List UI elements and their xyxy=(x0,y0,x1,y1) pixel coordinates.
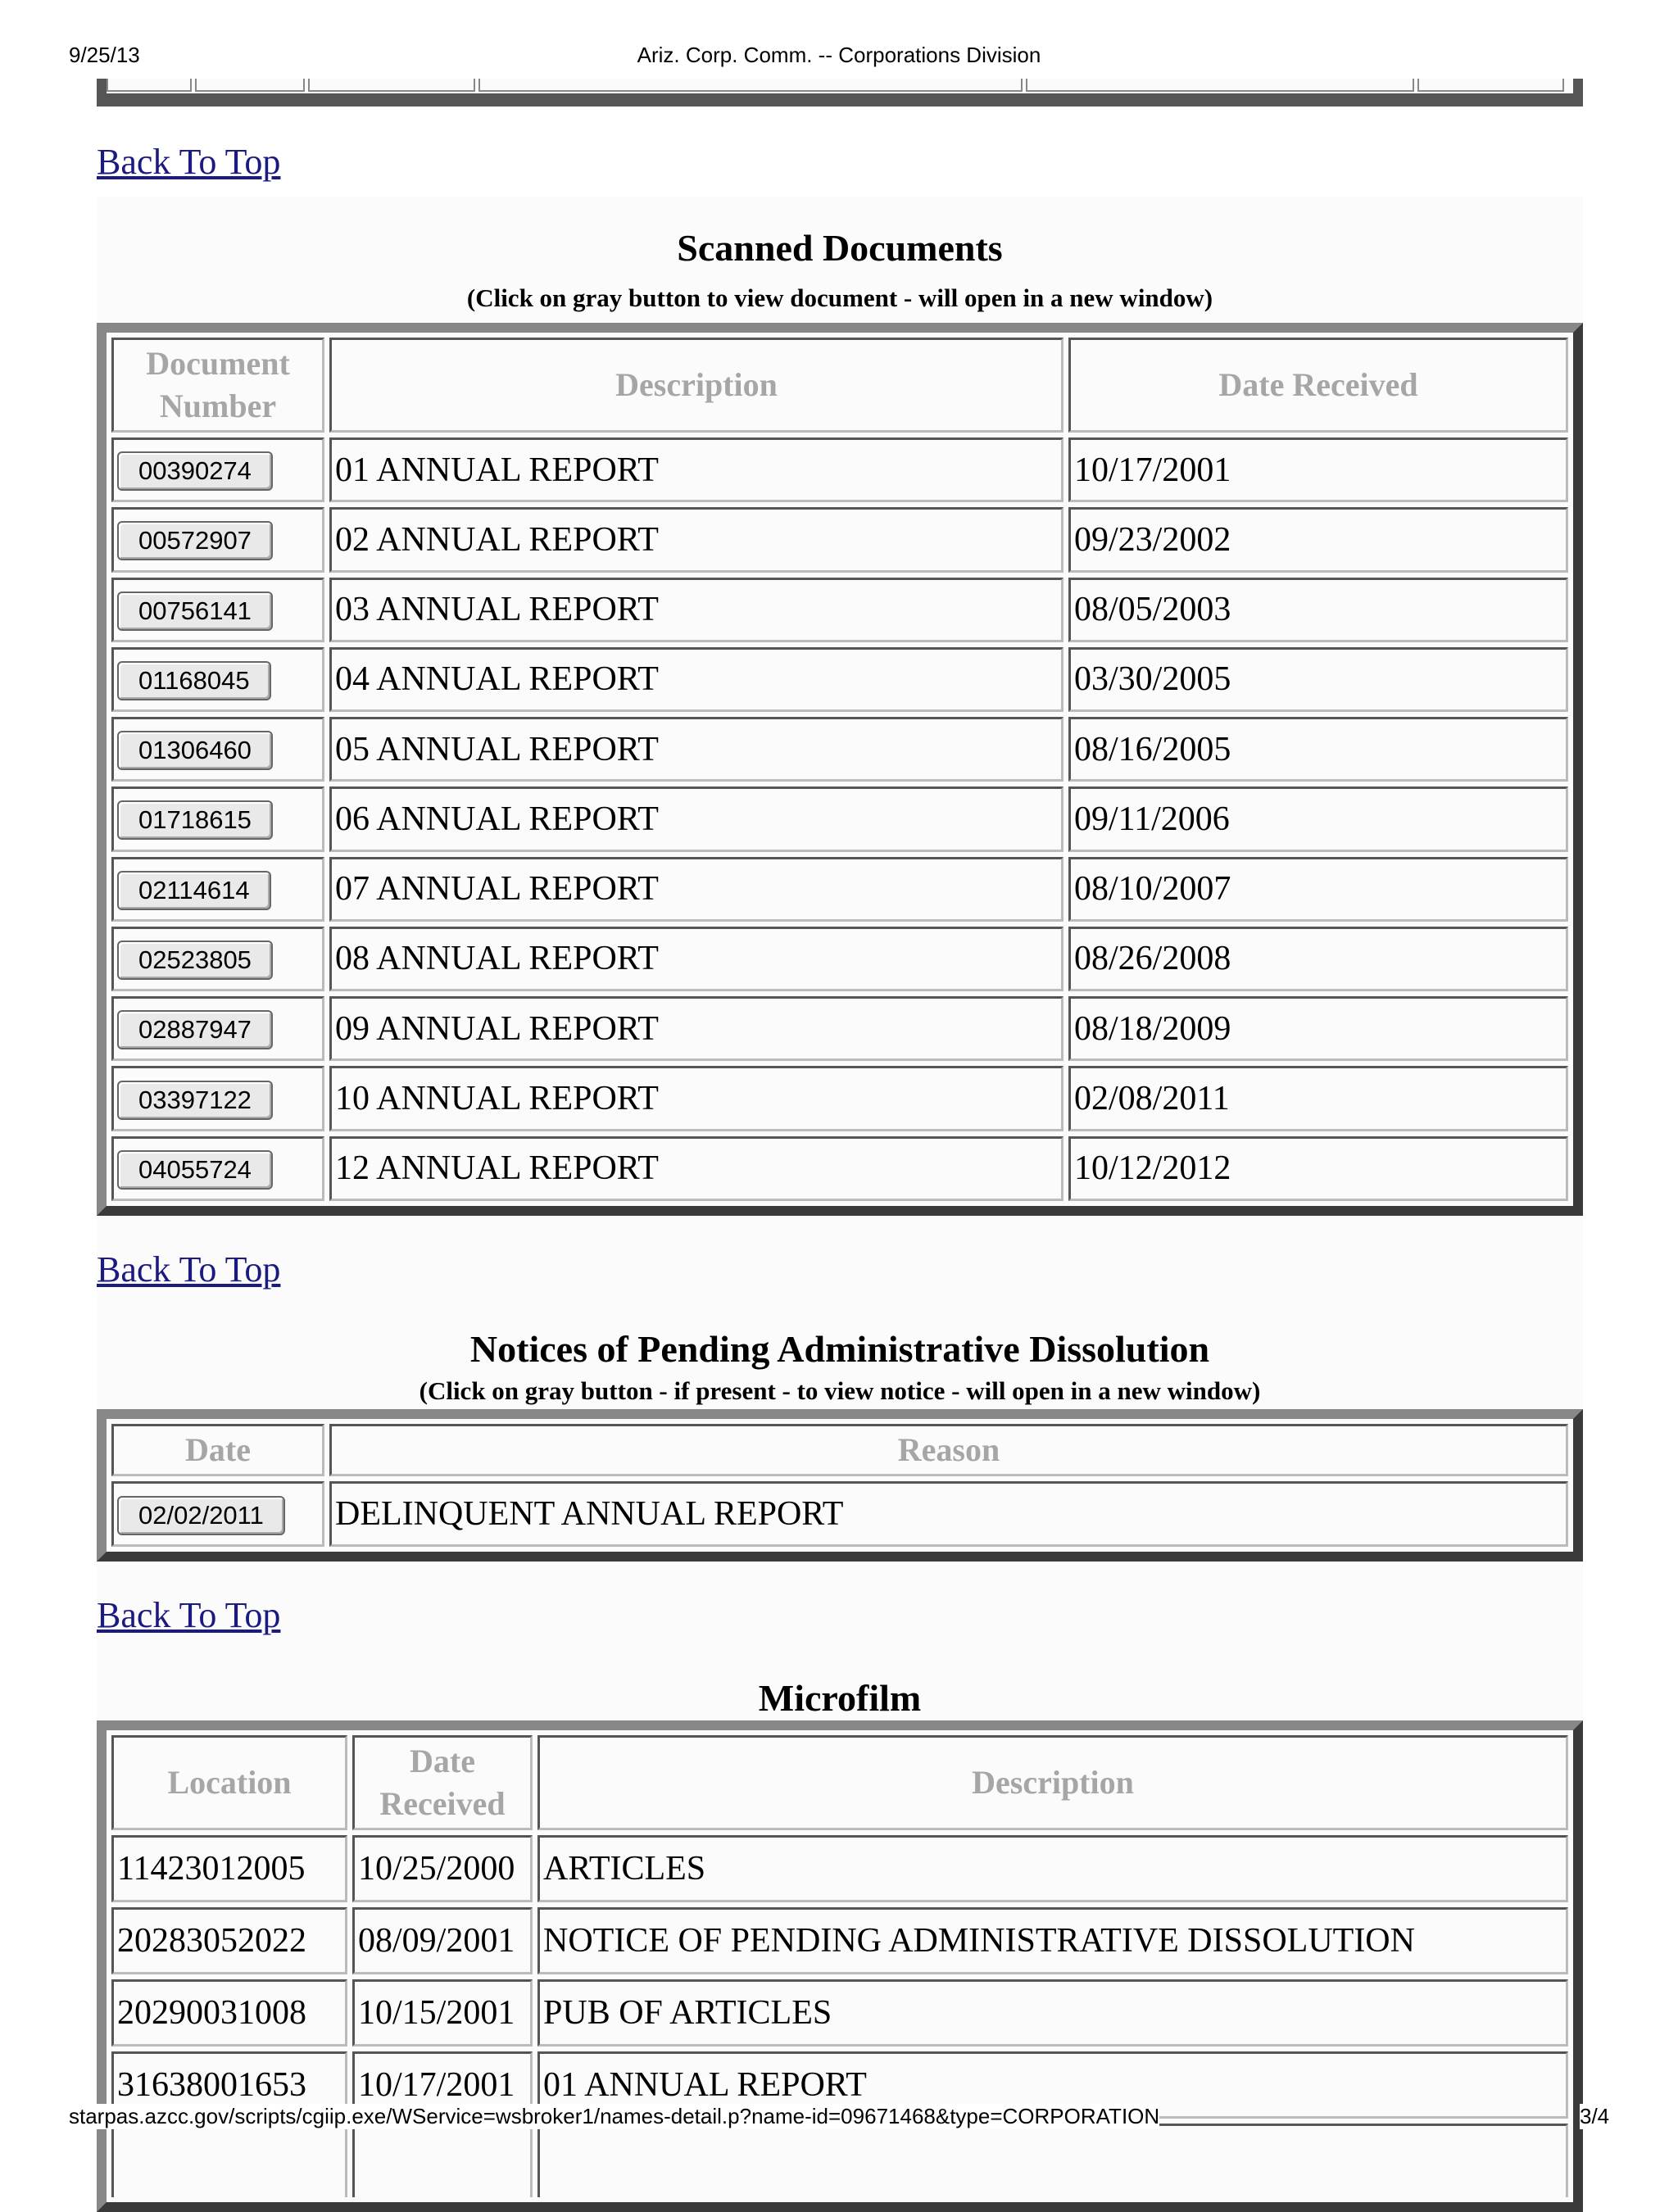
print-footer-page: 3/4 xyxy=(1580,2104,1610,2128)
date-received-cell: 10/25/2000 xyxy=(352,1835,533,1902)
date-received-cell: 03/30/2005 xyxy=(1068,647,1568,712)
date-received-cell: 08/05/2003 xyxy=(1068,578,1568,642)
back-to-top-link[interactable]: Back To Top xyxy=(97,142,281,182)
location-cell: 31638001653 xyxy=(111,2051,347,2119)
date-received-cell: 10/17/2001 xyxy=(1068,437,1568,502)
print-footer-url: starpas.azcc.gov/scripts/cgiip.exe/WService=wsbroker1/names-detail.p?name-id=09671468&type=CORPORATION xyxy=(69,2104,1160,2128)
date-received-cell: 08/18/2009 xyxy=(1068,996,1568,1061)
table-row xyxy=(111,1979,1568,2047)
scanned-documents-table xyxy=(97,323,1583,1216)
empty-cell xyxy=(111,2124,347,2197)
table-row xyxy=(111,996,1568,1061)
description-cell: 06 ANNUAL REPORT xyxy=(329,786,1063,851)
microfilm-title: Microfilm xyxy=(758,1677,922,1719)
document-number-cell xyxy=(111,996,324,1061)
view-document-button[interactable]: 00572907 xyxy=(117,521,273,560)
column-header: Description xyxy=(537,1735,1568,1830)
previous-table-bottom-edge xyxy=(97,79,1583,107)
description-cell: NOTICE OF PENDING ADMINISTRATIVE DISSOLUTION xyxy=(537,1907,1568,1974)
column-header: Date xyxy=(111,1424,324,1476)
date-received-cell: 08/16/2005 xyxy=(1068,717,1568,782)
location-cell: 20283052022 xyxy=(111,1907,347,1974)
back-to-top-link[interactable]: Back To Top xyxy=(97,1595,281,1635)
table-row-partial xyxy=(111,2124,1568,2197)
column-header: Date Received xyxy=(1068,338,1568,433)
description-cell: 09 ANNUAL REPORT xyxy=(329,996,1063,1061)
empty-cell xyxy=(537,2124,1568,2197)
date-received-cell: 08/09/2001 xyxy=(352,1907,533,1974)
table-row xyxy=(111,1835,1568,1902)
document-number-cell xyxy=(111,437,324,502)
description-cell: 03 ANNUAL REPORT xyxy=(329,578,1063,642)
description-cell: 07 ANNUAL REPORT xyxy=(329,857,1063,922)
description-cell: 04 ANNUAL REPORT xyxy=(329,647,1063,712)
description-cell: 01 ANNUAL REPORT xyxy=(329,437,1063,502)
date-received-cell: 10/12/2012 xyxy=(1068,1136,1568,1201)
table-row xyxy=(111,647,1568,712)
description-cell: 02 ANNUAL REPORT xyxy=(329,507,1063,572)
notices-table xyxy=(97,1409,1583,1562)
column-header: Date Received xyxy=(352,1735,533,1830)
location-cell: 11423012005 xyxy=(111,1835,347,1902)
table-row xyxy=(111,1136,1568,1201)
document-number-cell xyxy=(111,786,324,851)
table-row xyxy=(111,1066,1568,1131)
notices-subtitle: (Click on gray button - if present - to view notice - will open in a new window) xyxy=(419,1376,1261,1405)
table-row xyxy=(111,578,1568,642)
date-received-cell: 09/11/2006 xyxy=(1068,786,1568,851)
view-document-button[interactable]: 02523805 xyxy=(117,941,273,980)
location-cell: 20290031008 xyxy=(111,1979,347,2047)
document-number-cell xyxy=(111,1066,324,1131)
view-document-button[interactable]: 01718615 xyxy=(117,800,273,840)
document-number-cell xyxy=(111,927,324,991)
print-header-date: 9/25/13 xyxy=(69,43,140,67)
document-number-cell xyxy=(111,507,324,572)
date-received-cell: 09/23/2002 xyxy=(1068,507,1568,572)
table-row xyxy=(111,507,1568,572)
notice-date-cell xyxy=(111,1481,324,1547)
view-document-button[interactable]: 02887947 xyxy=(117,1010,273,1049)
document-number-cell xyxy=(111,578,324,642)
description-cell: 05 ANNUAL REPORT xyxy=(329,717,1063,782)
date-received-cell: 10/17/2001 xyxy=(352,2051,533,2119)
document-number-cell xyxy=(111,717,324,782)
notices-title: Notices of Pending Administrative Dissolution xyxy=(469,1328,1210,1370)
view-document-button[interactable]: 01168045 xyxy=(117,661,271,700)
table-row xyxy=(111,1481,1568,1547)
date-received-cell: 10/15/2001 xyxy=(352,1979,533,2047)
date-received-cell: 02/08/2011 xyxy=(1068,1066,1568,1131)
description-cell: ARTICLES xyxy=(537,1835,1568,1902)
scanned-documents-title: Scanned Documents xyxy=(677,227,1003,269)
column-header: Reason xyxy=(329,1424,1568,1476)
description-cell: 10 ANNUAL REPORT xyxy=(329,1066,1063,1131)
description-cell: PUB OF ARTICLES xyxy=(537,1979,1568,2047)
table-row xyxy=(111,1907,1568,1974)
scanned-documents-subtitle: (Click on gray button to view document - will open in a new window) xyxy=(466,283,1213,312)
description-cell: 12 ANNUAL REPORT xyxy=(329,1136,1063,1201)
view-document-button[interactable]: 01306460 xyxy=(117,731,273,770)
view-document-button[interactable]: 02114614 xyxy=(117,871,271,910)
view-document-button[interactable]: 04055724 xyxy=(117,1150,273,1190)
view-document-button[interactable]: 03397122 xyxy=(117,1081,273,1120)
column-header: Location xyxy=(111,1735,347,1830)
document-number-cell xyxy=(111,647,324,712)
document-number-cell xyxy=(111,1136,324,1201)
date-received-cell: 08/10/2007 xyxy=(1068,857,1568,922)
view-document-button[interactable]: 00390274 xyxy=(117,451,273,491)
view-document-button[interactable]: 00756141 xyxy=(117,592,273,631)
empty-cell xyxy=(352,2124,533,2197)
table-row xyxy=(111,927,1568,991)
view-notice-button[interactable]: 02/02/2011 xyxy=(117,1496,285,1535)
reason-cell: DELINQUENT ANNUAL REPORT xyxy=(329,1481,1568,1547)
column-header: Document Number xyxy=(111,338,324,433)
column-header: Description xyxy=(329,338,1063,433)
document-number-cell xyxy=(111,857,324,922)
table-row xyxy=(111,437,1568,502)
table-row xyxy=(111,786,1568,851)
description-cell: 01 ANNUAL REPORT xyxy=(537,2051,1568,2119)
description-cell: 08 ANNUAL REPORT xyxy=(329,927,1063,991)
microfilm-table xyxy=(97,1720,1583,2212)
date-received-cell: 08/26/2008 xyxy=(1068,927,1568,991)
table-row xyxy=(111,717,1568,782)
table-row xyxy=(111,857,1568,922)
print-header-title: Ariz. Corp. Comm. -- Corporations Division xyxy=(637,43,1041,67)
back-to-top-link[interactable]: Back To Top xyxy=(97,1249,281,1290)
